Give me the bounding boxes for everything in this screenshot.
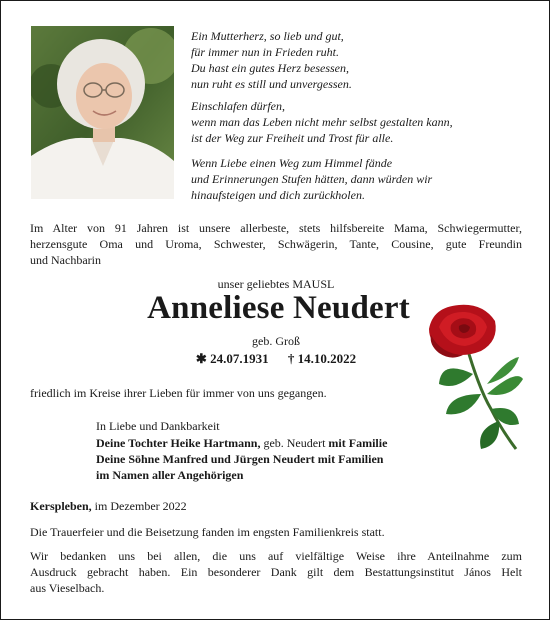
funeral-note: Die Trauerfeier und die Beisetzung fanden im engsten Familienkreis statt. — [30, 525, 385, 539]
family-signatures — [96, 435, 387, 483]
death-date: † 14.10.2022 — [287, 351, 357, 366]
daughter-family: mit Familie — [328, 436, 388, 450]
poem-line: ist der Weg zur Freiheit und Trost für alle. — [191, 131, 394, 145]
poem-verse-2 — [191, 98, 453, 146]
place-name: Kerspleben, — [30, 499, 92, 513]
deceased-name: Anneliese Neudert — [147, 290, 410, 326]
poem-line: hinaufsteigen und dich zurückholen. — [191, 188, 365, 202]
daughter-name: Deine Tochter Heike Hartmann, — [96, 436, 261, 450]
place-date-text: im Dezember 2022 — [91, 499, 187, 513]
intro-line: Im Alter von 91 Jahren ist unsere allerbeste, stets hilfsbereite Mama, Schwiegermutter, — [30, 221, 522, 235]
thanks-line: aus Vieselbach. — [30, 581, 105, 595]
birth-date: ✱ 24.07.1931 — [195, 351, 269, 366]
thanks-line: Wir bedanken uns bei allen, die uns auf vielfältige Weise ihre Anteilnahme zum — [30, 549, 522, 563]
thanks-paragraph — [30, 548, 522, 596]
intro-line: und Nachbarin — [30, 253, 101, 267]
poem-line: nun ruht es still und unvergessen. — [191, 77, 352, 91]
poem-verse-1 — [191, 28, 352, 92]
poem-line: Wenn Liebe einen Weg zum Himmel fände — [191, 156, 393, 170]
poem-line: Einschlafen dürfen, — [191, 99, 285, 113]
intro-paragraph — [30, 220, 522, 268]
poem-line: wenn man das Leben nicht mehr selbst gestalten kann, — [191, 115, 453, 129]
poem-line: und Erinnerungen Stufen hätten, dann würden wir — [191, 172, 433, 186]
place-date — [30, 499, 187, 514]
family-line-sons: Deine Söhne Manfred und Jürgen Neudert mit Familien — [96, 452, 384, 466]
intro-line: herzensgute Oma und Uroma, Schwester, Schwägerin, Tante, Cousine, gute Freundin — [30, 237, 522, 251]
passing-statement: friedlich im Kreise ihrer Lieben für immer von uns gegangen. — [30, 386, 327, 400]
thanks-line: Ausdruck gebracht haben. Ein besonderer Dank gilt dem Bestattungsinstitut János Helt — [30, 565, 522, 579]
rose-icon — [421, 299, 541, 459]
birth-name: geb. Groß — [252, 334, 300, 348]
family-line-daughter — [96, 435, 387, 451]
daughter-birth-name: geb. Neudert — [260, 436, 329, 450]
family-line-relatives: im Namen aller Angehörigen — [96, 468, 244, 482]
poem-line: für immer nun in Frieden ruht. — [191, 45, 339, 59]
poem-line: Ein Mutterherz, so lieb und gut, — [191, 29, 344, 43]
poem-line: Du hast ein gutes Herz besessen, — [191, 61, 349, 75]
portrait-photo — [31, 26, 174, 199]
poem-verse-3 — [191, 155, 432, 203]
nickname: unser geliebtes MAUSL — [217, 277, 335, 291]
gratitude-line: In Liebe und Dankbarkeit — [96, 419, 220, 433]
